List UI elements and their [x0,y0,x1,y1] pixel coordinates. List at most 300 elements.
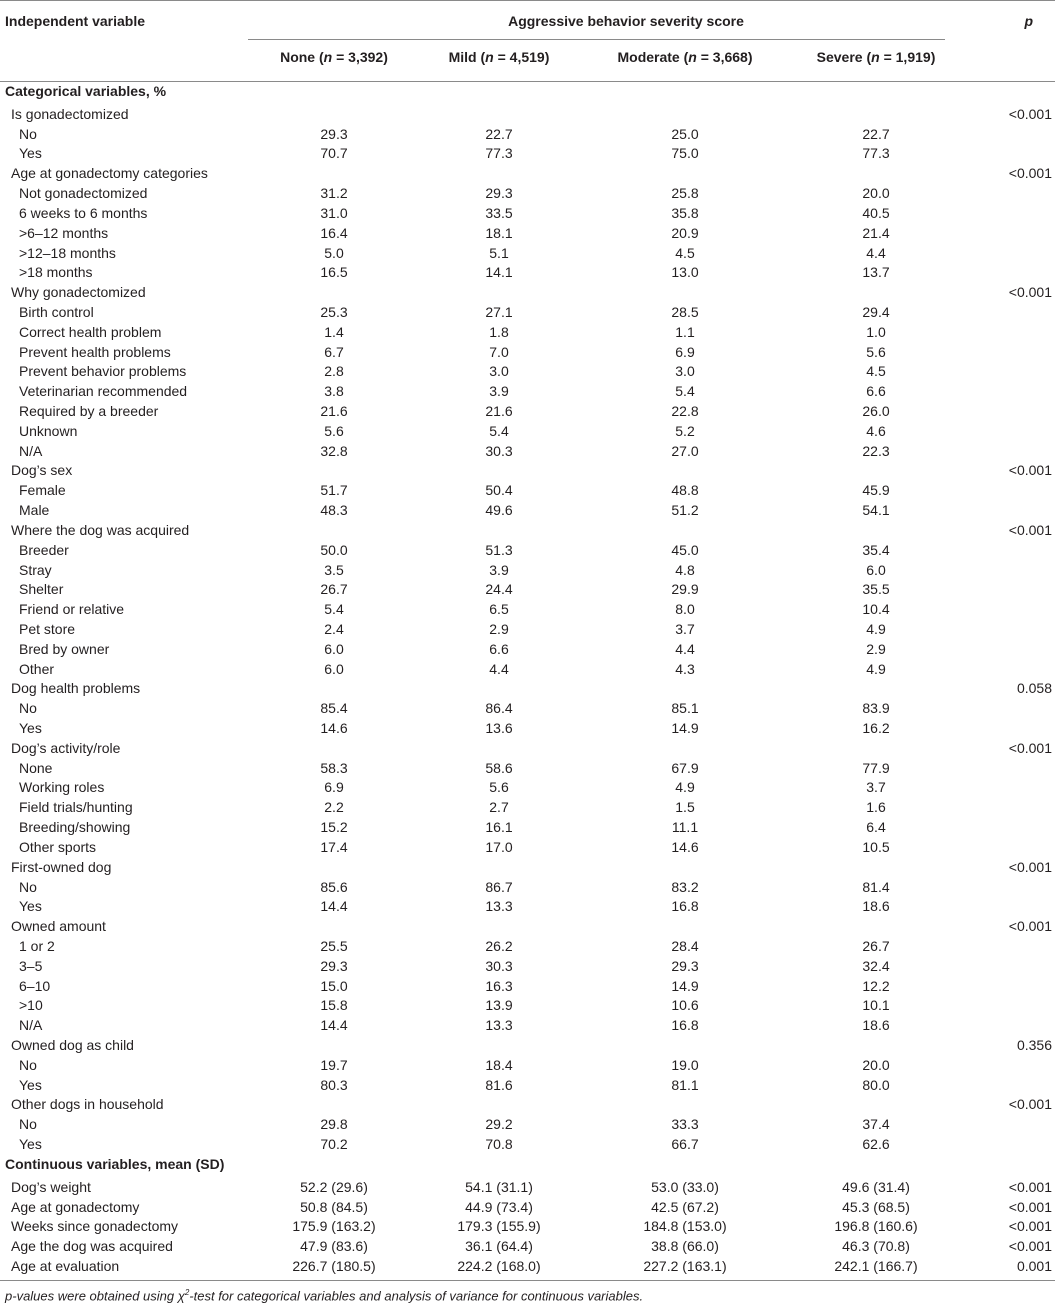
p-value: <0.001 [1008,284,1052,301]
section-heading [0,1155,1055,1178]
row-label: N/A [19,442,43,459]
cell-value: 80.3 [320,1076,348,1093]
table-row [0,739,1055,759]
cell-value: 14.6 [320,720,348,736]
cell-value: 13.6 [485,720,513,736]
cell-value: 77.9 [862,759,890,776]
cell-value: 51.2 [671,502,699,519]
p-value: 0.001 [1016,1257,1052,1274]
table-row [0,937,1055,957]
table-row [0,778,1055,798]
cell-value: 40.5 [862,204,890,221]
cell-value: 16.5 [320,264,348,281]
cell-value: 5.6 [489,779,509,796]
p-value: <0.001 [1008,1178,1052,1195]
cell-value: 5.6 [866,343,886,360]
cell-value: 25.8 [671,185,699,202]
row-label: No [19,1056,37,1073]
cell-value: 3.7 [675,620,695,637]
row-label: Yes [19,1076,42,1093]
cell-value: 4.4 [675,640,695,657]
table-row [0,501,1055,521]
row-label: 3–5 [19,957,43,974]
cell-value: 26.2 [485,937,513,954]
cell-value: 14.4 [320,1017,348,1034]
cell-value: 11.1 [671,819,699,836]
cell-value: 29.3 [671,957,699,974]
cell-value: 26.0 [862,403,890,419]
cell-value: 10.6 [671,997,699,1014]
table-row [0,679,1055,699]
cell-value: 28.4 [671,937,699,954]
cell-value: 8.0 [675,601,695,618]
cell-value: 48.3 [320,502,348,519]
cell-value: 18.1 [485,224,513,241]
p-value: <0.001 [1008,918,1052,935]
table-row [0,818,1055,838]
cell-value: 4.4 [489,660,509,677]
row-label: None [19,759,53,776]
cell-value: 58.3 [320,759,348,776]
cell-value: 16.8 [671,1017,699,1034]
table-row [0,244,1055,264]
cell-value: 1.0 [866,323,886,340]
cell-value: 6.0 [324,660,344,677]
table-row [0,640,1055,660]
table-row [0,580,1055,600]
cell-value: 35.5 [862,581,890,598]
row-label: Yes [19,145,42,162]
cell-value: 45.0 [671,541,699,558]
row-label: Yes [19,1136,42,1153]
table-row [0,1257,1055,1277]
row-label: Shelter [19,581,64,598]
row-label: Correct health problem [19,323,162,340]
row-label: Age the dog was acquired [11,1238,173,1255]
p-value: <0.001 [1008,105,1052,122]
column-header-moderate: Moderate (n = 3,668) [617,49,753,65]
table-row [0,917,1055,937]
row-label: Age at gonadectomy [11,1198,140,1215]
cell-value: 27.1 [485,303,513,320]
cell-value: 6.0 [324,640,344,657]
row-label: Birth control [19,303,94,320]
table-row [0,323,1055,343]
row-label: Owned dog as child [11,1037,134,1053]
cell-value: 44.9 (73.4) [465,1198,533,1215]
cell-value: 20.9 [671,224,699,241]
cell-value: 16.3 [485,977,513,994]
cell-value: 15.2 [320,819,348,836]
table-row [0,125,1055,145]
table-footnote: p-values were obtained using $\chi^2$-test for categorical variables and analysis of variance for continuous variables. [5,1287,644,1304]
cell-value: 62.6 [862,1136,890,1153]
cell-value: 37.4 [862,1116,890,1133]
cell-value: 5.4 [675,383,695,400]
row-label: N/A [19,1017,43,1034]
table-body [0,82,1055,1277]
row-label: Not gonadectomized [19,185,148,202]
row-label: Why gonadectomized [11,284,146,301]
cell-value: 45.3 (68.5) [842,1198,910,1215]
cell-value: 13.7 [862,264,890,281]
cell-value: 196.8 (160.6) [834,1218,918,1235]
row-label: Unknown [19,422,78,439]
table-row [0,362,1055,382]
table-row [0,224,1055,244]
cell-value: 5.4 [489,422,509,439]
table-row [0,977,1055,997]
cell-value: 77.3 [862,145,890,162]
cell-value: 1.8 [489,323,509,340]
p-value: 0.058 [1016,680,1052,697]
cell-value: 12.2 [862,977,890,994]
row-label: Bred by owner [19,640,110,657]
table-row [0,1036,1055,1056]
cell-value: 5.2 [675,422,695,439]
cell-value: 81.1 [671,1076,699,1093]
row-label: Breeder [19,541,69,558]
cell-value: 1.4 [324,323,344,340]
cell-value: 17.4 [320,838,348,855]
cell-value: 3.0 [675,363,695,380]
cell-value: 49.6 [485,502,513,519]
table-row [0,1095,1055,1115]
cell-value: 4.9 [866,660,886,677]
row-label: Yes [19,898,42,915]
cell-value: 6.6 [866,383,886,400]
cell-value: 6.6 [489,640,509,657]
cell-value: 31.0 [320,204,348,221]
cell-value: 13.9 [485,997,513,1014]
cell-value: 15.8 [320,997,348,1014]
row-label: Stray [19,561,52,578]
cell-value: 4.4 [866,244,886,261]
p-value: <0.001 [1008,1238,1052,1255]
p-value: <0.001 [1008,462,1052,479]
table-row [0,263,1055,283]
cell-value: 54.1 [862,502,890,519]
table-row [0,798,1055,818]
cell-value: 3.0 [489,363,509,380]
cell-value: 24.4 [485,581,513,598]
cell-value: 22.8 [671,403,699,419]
section-title: Continuous variables, mean (SD) [5,1155,225,1172]
cell-value: 1.5 [675,799,695,816]
row-label: Age at evaluation [11,1257,120,1274]
row-label: Other dogs in household [11,1096,164,1113]
cell-value: 2.8 [324,363,344,380]
row-label: 6–10 [19,977,51,994]
cell-value: 6.5 [489,601,509,618]
cell-value: 83.2 [671,878,699,895]
table-row [0,1217,1055,1237]
column-header-mild: Mild (n = 4,519) [448,49,550,65]
row-label: >18 months [19,264,93,281]
cell-value: 38.8 (66.0) [651,1238,719,1255]
table-row [0,561,1055,581]
cell-value: 17.0 [485,838,513,855]
cell-value: 3.9 [489,561,509,578]
cell-value: 10.1 [862,997,890,1014]
independent-variable-heading: Independent variable [5,13,146,29]
row-label: Other sports [19,838,97,855]
row-label: 6 weeks to 6 months [19,204,148,221]
cell-value: 179.3 (155.9) [457,1218,541,1235]
cell-value: 86.7 [485,878,513,895]
table-row [0,878,1055,898]
cell-value: 18.6 [862,898,890,915]
table-row [0,660,1055,680]
table-row [0,442,1055,462]
cell-value: 47.9 (83.6) [300,1238,368,1255]
cell-value: 54.1 (31.1) [465,1178,533,1195]
cell-value: 29.2 [485,1116,513,1133]
cell-value: 20.0 [862,185,890,202]
cell-value: 48.8 [671,482,699,499]
cell-value: 53.0 (33.0) [651,1178,719,1195]
row-label: Field trials/hunting [19,799,133,816]
table-row [0,105,1055,125]
cell-value: 70.8 [485,1136,513,1153]
cell-value: 28.5 [671,303,699,320]
cell-value: 22.7 [485,125,513,142]
cell-value: 25.0 [671,125,699,142]
row-label: First-owned dog [11,858,112,875]
cell-value: 224.2 (168.0) [457,1257,541,1274]
cell-value: 4.8 [675,561,695,578]
cell-value: 175.9 (163.2) [292,1218,376,1235]
cell-value: 2.7 [489,799,509,816]
column-header-severe: Severe (n = 1,919) [816,49,936,65]
row-label: Owned amount [11,918,106,935]
cell-value: 6.4 [866,819,886,836]
table-row [0,461,1055,481]
row-label: Is gonadectomized [11,105,129,122]
row-label: Dog’s activity/role [11,739,121,756]
cell-value: 83.9 [862,700,890,717]
table-row [0,164,1055,184]
table-row [0,521,1055,541]
p-value: <0.001 [1008,1198,1052,1215]
cell-value: 19.0 [671,1056,699,1073]
cell-value: 4.9 [866,620,886,637]
cell-value: 75.0 [671,145,699,162]
cell-value: 51.7 [320,482,348,499]
cell-value: 21.6 [485,403,513,419]
table-row [0,343,1055,363]
row-label: 1 or 2 [19,937,55,954]
row-label: Male [19,502,50,519]
severity-score-heading: Aggressive behavior severity score [508,13,744,29]
cell-value: 26.7 [862,937,890,954]
cell-value: 21.6 [320,403,348,419]
cell-value: 29.8 [320,1116,348,1133]
table-row [0,382,1055,402]
row-label: Dog health problems [11,680,141,697]
p-value: <0.001 [1008,1218,1052,1235]
cell-value: 30.3 [485,957,513,974]
row-label: No [19,878,37,895]
cell-value: 14.9 [671,720,699,736]
cell-value: 22.7 [862,125,890,142]
cell-value: 10.4 [862,601,890,618]
table-row [0,481,1055,501]
p-value: <0.001 [1008,739,1052,756]
table-row [0,897,1055,917]
table-row [0,838,1055,858]
cell-value: 5.6 [324,422,344,439]
table-row [0,620,1055,640]
cell-value: 26.7 [320,581,348,598]
section-heading [0,82,1055,105]
cell-value: 10.5 [862,838,890,855]
cell-value: 1.6 [866,799,886,816]
cell-value: 14.9 [671,977,699,994]
cell-value: 50.4 [485,482,513,499]
cell-value: 5.1 [489,244,509,261]
row-label: Working roles [19,779,105,796]
cell-value: 46.3 (70.8) [842,1238,910,1255]
cell-value: 29.3 [320,125,348,142]
table-row [0,1135,1055,1155]
table-row [0,858,1055,878]
cell-value: 51.3 [485,541,513,558]
cell-value: 3.7 [866,779,886,796]
cell-value: 4.5 [866,363,886,380]
cell-value: 16.1 [485,819,513,836]
cell-value: 77.3 [485,145,513,162]
cell-value: 14.1 [485,264,513,281]
cell-value: 52.2 (29.6) [300,1178,368,1195]
row-label: >10 [19,997,43,1014]
row-label: Weeks since gonadectomy [11,1218,179,1235]
cell-value: 19.7 [320,1056,348,1073]
cell-value: 45.9 [862,482,890,499]
cell-value: 2.9 [489,620,509,637]
cell-value: 6.7 [324,343,344,360]
cell-value: 5.4 [324,601,344,618]
row-label: Veterinarian recommended [19,383,188,400]
row-label: Dog’s weight [11,1178,91,1195]
cell-value: 58.6 [485,759,513,776]
table-row [0,1076,1055,1096]
cell-value: 14.4 [320,898,348,915]
cell-value: 25.3 [320,303,348,320]
cell-value: 70.2 [320,1136,348,1153]
cell-value: 16.2 [862,720,890,736]
cell-value: 81.6 [485,1076,513,1093]
table-row [0,1056,1055,1076]
cell-value: 32.4 [862,957,890,974]
cell-value: 4.5 [675,244,695,261]
p-value: <0.001 [1008,1096,1052,1113]
cell-value: 29.3 [320,957,348,974]
p-value: 0.356 [1016,1037,1052,1053]
table-row [0,957,1055,977]
cell-value: 70.7 [320,145,348,162]
cell-value: 3.9 [489,383,509,400]
row-label: Friend or relative [19,601,125,618]
cell-value: 14.6 [671,838,699,855]
cell-value: 3.5 [324,561,344,578]
table-row [0,996,1055,1016]
row-label: Other [19,660,55,677]
cell-value: 85.4 [320,700,348,717]
cell-value: 31.2 [320,185,348,202]
row-label: Required by a breeder [19,403,159,419]
row-label: Where the dog was acquired [11,521,190,538]
cell-value: 16.8 [671,898,699,915]
row-label: Breeding/showing [19,819,131,836]
table-row [0,1178,1055,1198]
cell-value: 6.9 [675,343,695,360]
cell-value: 3.8 [324,383,344,400]
cell-value: 27.0 [671,442,699,459]
cell-value: 32.8 [320,442,348,459]
row-label: >6–12 months [19,224,109,241]
cell-value: 4.6 [866,422,886,439]
p-value-heading: p [1024,13,1033,29]
table-row [0,1115,1055,1135]
cell-value: 35.8 [671,204,699,221]
table-row [0,541,1055,561]
cell-value: 20.0 [862,1056,890,1073]
cell-value: 18.6 [862,1017,890,1034]
section-title: Categorical variables, % [5,83,167,99]
row-label: Prevent health problems [19,343,171,360]
cell-value: 30.3 [485,442,513,459]
row-label: No [19,1116,37,1133]
cell-value: 66.7 [671,1136,699,1153]
cell-value: 49.6 (31.4) [842,1178,910,1195]
cell-value: 2.2 [324,799,344,816]
cell-value: 5.0 [324,244,344,261]
table-row [0,719,1055,739]
p-value: <0.001 [1008,521,1052,538]
cell-value: 2.4 [324,620,344,637]
cell-value: 227.2 (163.1) [643,1257,727,1274]
cell-value: 29.3 [485,185,513,202]
header-span-rule [248,39,945,40]
cell-value: 86.4 [485,700,513,717]
table-row [0,184,1055,204]
row-label: No [19,700,37,717]
cell-value: 36.1 (64.4) [465,1238,533,1255]
row-label: Yes [19,720,42,736]
cell-value: 33.5 [485,204,513,221]
cell-value: 7.0 [489,343,509,360]
cell-value: 25.5 [320,937,348,954]
column-header-none: None (n = 3,392) [280,49,388,65]
row-label: Female [19,482,66,499]
table-row [0,699,1055,719]
cell-value: 81.4 [862,878,890,895]
table-row [0,303,1055,323]
cell-value: 4.3 [675,660,695,677]
p-value: <0.001 [1008,165,1052,182]
row-label: Prevent behavior problems [19,363,187,380]
cell-value: 50.8 (84.5) [300,1198,368,1215]
row-label: Age at gonadectomy categories [11,165,208,182]
table-header [0,0,1055,82]
cell-value: 42.5 (67.2) [651,1198,719,1215]
row-label: Pet store [19,620,76,637]
cell-value: 6.9 [324,779,344,796]
table-row [0,1016,1055,1036]
cell-value: 6.0 [866,561,886,578]
table-row [0,1198,1055,1218]
